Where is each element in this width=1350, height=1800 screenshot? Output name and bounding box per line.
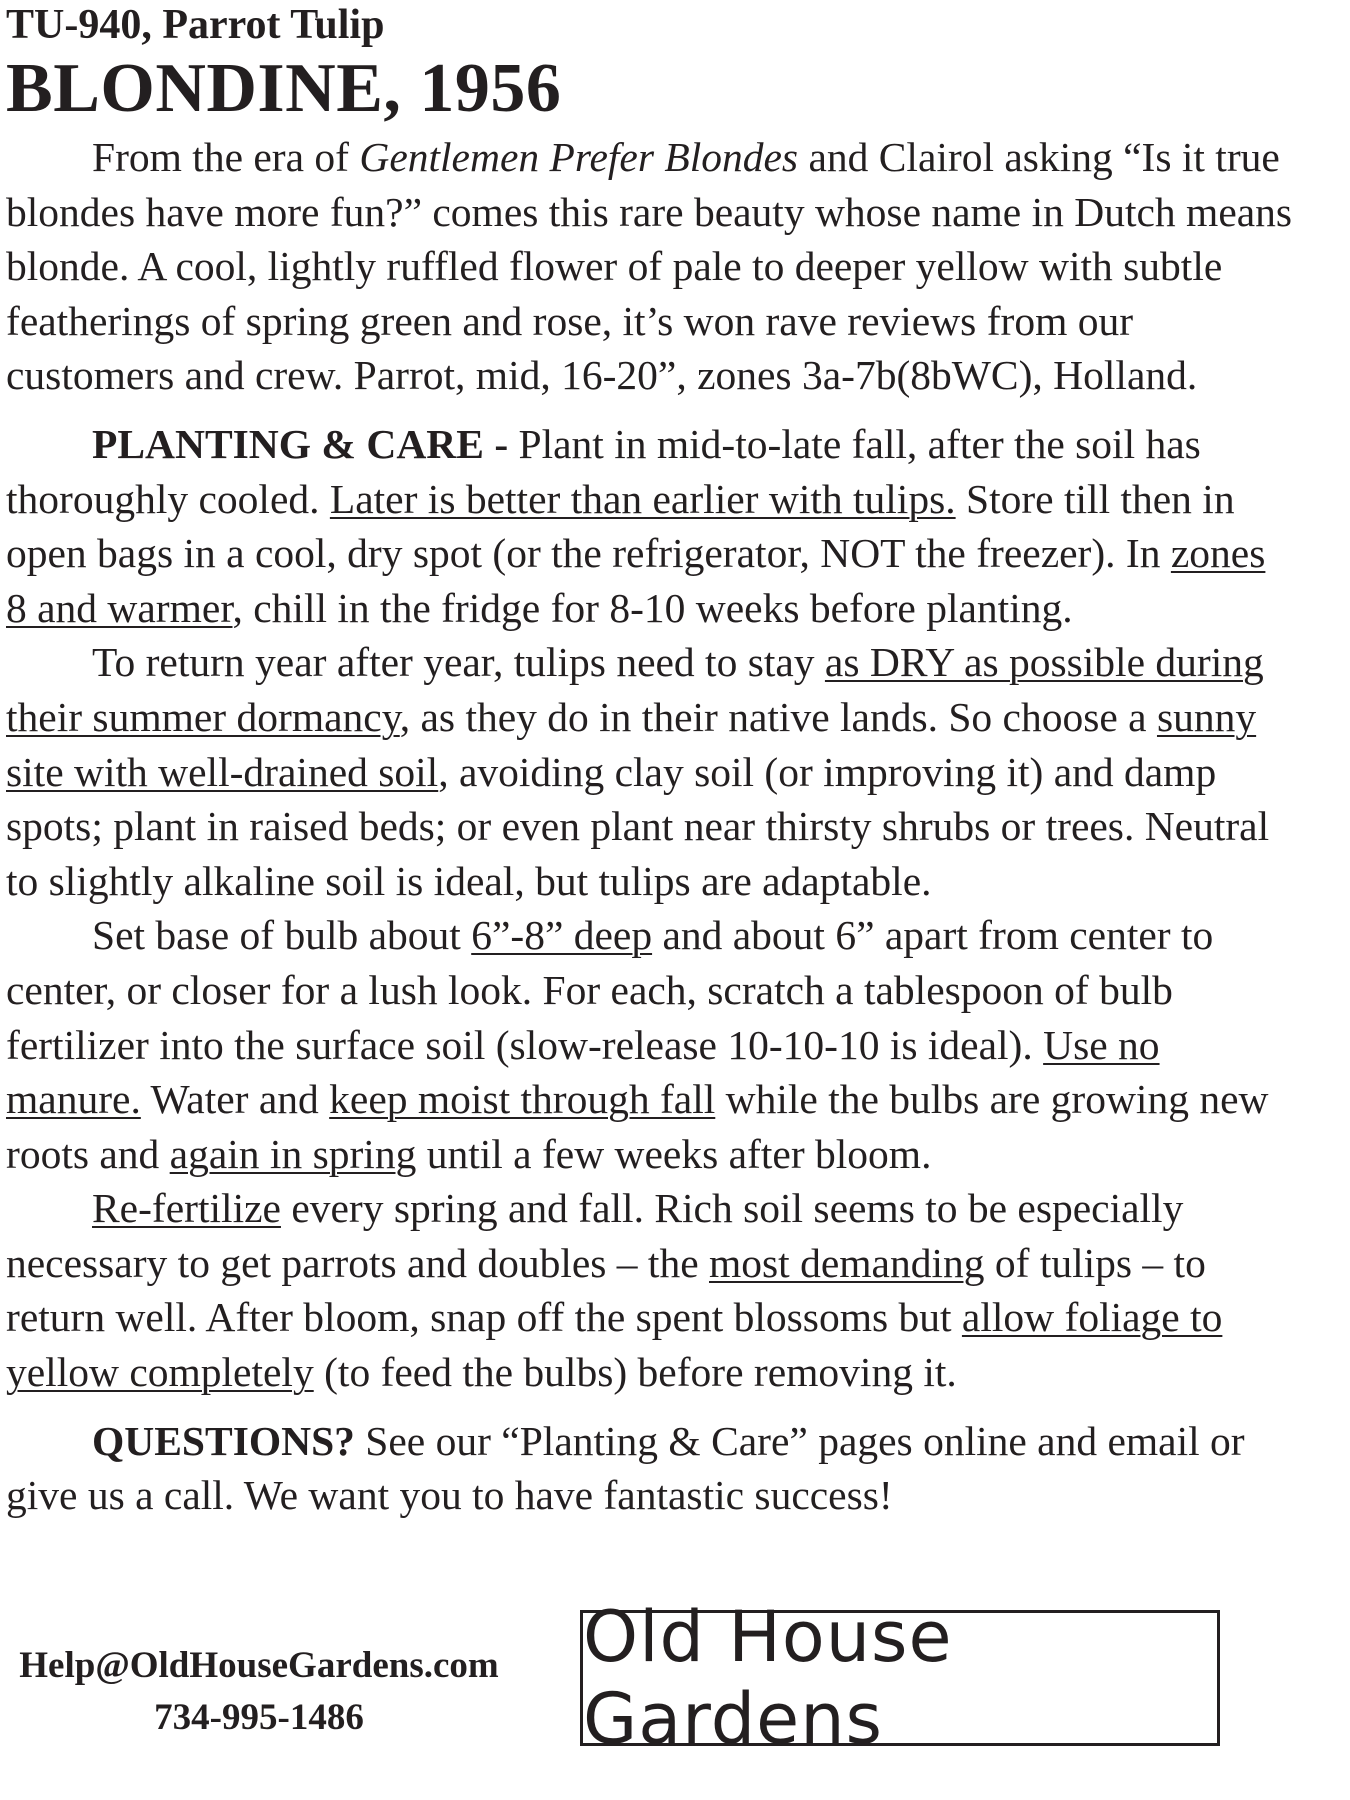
emphasis-text: Use no manure. [6, 1021, 1160, 1123]
emphasis-text: sunny site with well-drained soil [6, 693, 1257, 795]
film-title: Gentlemen Prefer Blondes [359, 134, 799, 180]
phone-number: 734-995-1486 [154, 1697, 364, 1738]
care-card [6, 0, 1296, 1760]
description-paragraph: From the era of Gentlemen Prefer Blondes and Clairol asking “Is it true blondes have more fun?” comes this rare beauty whose name in Dutch means blonde. A cool, lightly ruffled flower of pale to deeper yellow with subtle featherings of spring green and rose, it’s won rave reviews from our customers and crew. Parrot, mid, 16-20”, zones 3a-7b(8bWC), Holland. [6, 134, 1293, 399]
emphasis-text: Re-fertilize [92, 1185, 281, 1232]
logo-box [580, 1596, 1220, 1760]
emphasis-text: keep moist through fall [329, 1076, 716, 1123]
emphasis-text: again in spring [169, 1130, 417, 1177]
email-link[interactable]: Help@OldHouseGardens.com [19, 1645, 499, 1686]
planting-heading: PLANTING & CARE - [92, 420, 509, 467]
emphasis-text: most demanding [709, 1239, 985, 1286]
questions-heading: QUESTIONS? [92, 1417, 355, 1464]
fertilize-paragraph: Re-fertilize every spring and fall. Rich soil seems to be especially necessary to get parrots and doubles – the most demanding of tulips – to return well. After bloom, snap off the spent blossoms but allow foliage to yellow completely (to feed the bulbs) before removing it. [6, 1185, 1223, 1396]
emphasis-text: allow foliage to yellow completely [6, 1294, 1223, 1396]
footer [6, 1596, 1296, 1760]
planting-paragraph: PLANTING & CARE - Plant in mid-to-late fall, after the soil has thoroughly cooled. Later is better than earlier with tulips. Store till then in open bags in a cool, dry spot (or the refrigerator, NOT the freezer). In zones 8 and warmer, chill in the fridge for 8-10 weeks before planting. [6, 420, 1266, 631]
contact-block [14, 1640, 504, 1744]
questions-paragraph: QUESTIONS? See our “Planting & Care” pages online and email or give us a call. We want you to have fantastic success! [6, 1417, 1245, 1519]
emphasis-text: as DRY as possible during their summer dormancy [6, 639, 1264, 740]
page-title: BLONDINE, 1956 [6, 50, 562, 127]
logo-wordmark: Old House Gardens [583, 1596, 953, 1760]
depth-paragraph: Set base of bulb about 6”-8” deep and about 6” apart from center to center, or closer for a lush look. For each, scratch a tablespoon of bulb fertilizer into the surface soil (slow-release 10-10-10 is ideal). Use no manure. Water and keep moist through fall while the bulbs are growing new roots and again in spring until a few weeks after bloom. [6, 912, 1269, 1177]
emphasis-text: zones 8 and warmer [6, 530, 1266, 631]
product-code: TU-940, Parrot Tulip [6, 2, 385, 48]
emphasis-text: 6”-8” deep [471, 912, 653, 959]
emphasis-text: Later is better than earlier with tulips. [329, 475, 956, 522]
return-paragraph: To return year after year, tulips need to stay as DRY as possible during their summer dormancy, as they do in their native lands. So choose a sunny site with well-drained soil, avoiding clay soil (or improving it) and damp spots; plant in raised beds; or even plant near thirsty shrubs or trees. Neutral to slightly alkaline soil is ideal, but tulips are adaptable. [6, 639, 1270, 904]
